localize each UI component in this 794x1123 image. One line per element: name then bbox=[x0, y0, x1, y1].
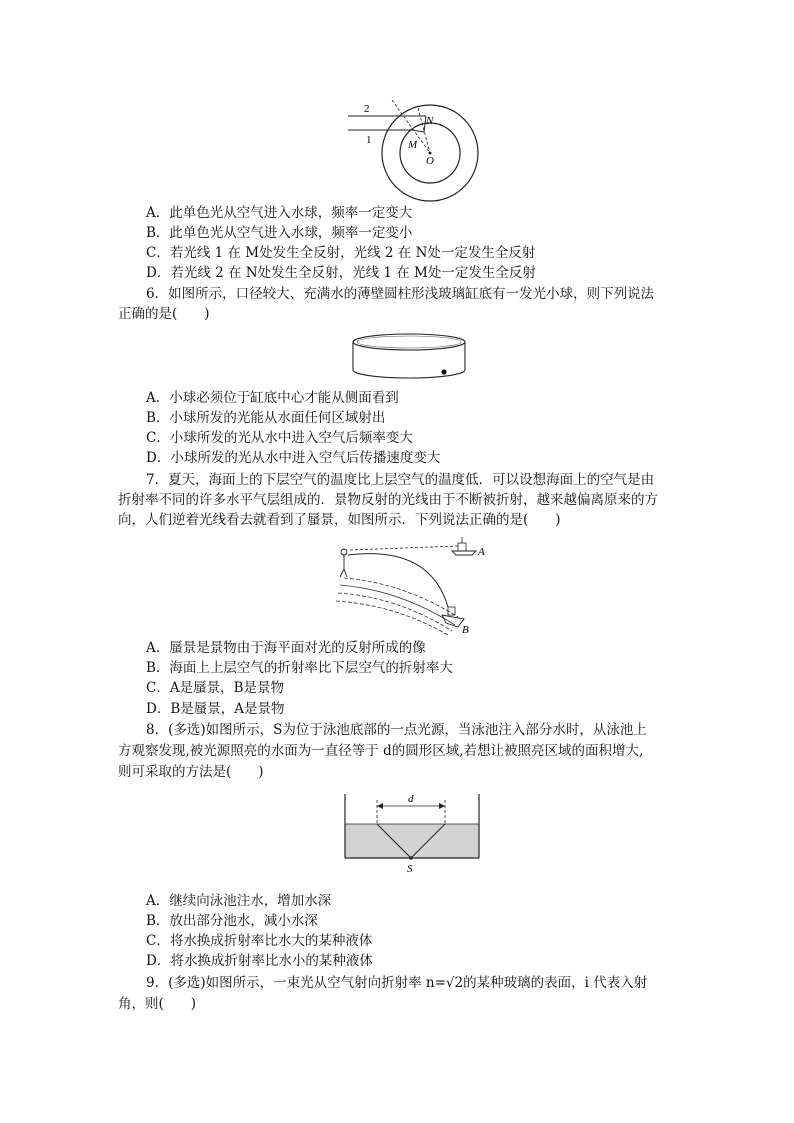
q7-stem-line-3: 向，人们逆着光线看去就看到了蜃景，如图所示．下列说法正确的是( ) bbox=[118, 512, 561, 528]
water-sphere-figure bbox=[340, 98, 480, 202]
q5-option-d: D．若光线 2 在 N处发生全反射，光线 1 在 M处一定发生全反射 bbox=[146, 265, 536, 281]
label-1: 1 bbox=[366, 134, 372, 146]
label-S: S bbox=[407, 863, 413, 875]
label-M: M bbox=[408, 139, 418, 151]
q7-stem-line-2: 折射率不同的许多水平气层组成的．景物反射的光线由于不断被折射，越来越偏离原来的方 bbox=[118, 492, 658, 508]
q8-option-b: B．放出部分池水，减小水深 bbox=[146, 913, 318, 929]
q6-option-b: B．小球所发的光能从水面任何区域射出 bbox=[146, 410, 386, 426]
q6-stem-line-2: 正确的是( ) bbox=[118, 306, 210, 322]
q8-stem-line-1: 8．(多选)如图所示，S为位于泳池底部的一点光源，当泳池注入部分水时，从泳池上 bbox=[146, 722, 647, 738]
q7-option-b: B．海面上上层空气的折射率比下层空气的折射率大 bbox=[146, 660, 453, 676]
q8-option-c: C．将水换成折射率比水大的某种液体 bbox=[146, 933, 373, 949]
q9-stem-line-2: 角，则( ) bbox=[118, 996, 197, 1012]
tank-bottom bbox=[353, 370, 465, 378]
light-ball bbox=[441, 369, 446, 374]
mirage-figure bbox=[330, 535, 490, 635]
q7-option-a: A．蜃景是景物由于海平面对光的反射所成的像 bbox=[146, 640, 426, 656]
q8-stem-line-2: 方观察发现,被光源照亮的水面为一直径等于 d的圆形区域,若想让被照亮区域的面积增大, bbox=[118, 743, 644, 759]
label-A: A bbox=[478, 546, 485, 558]
q5-option-b: B．此单色光从空气进入水球，频率一定变小 bbox=[146, 225, 413, 241]
q7-option-c: C．A是蜃景，B是景物 bbox=[146, 680, 284, 696]
q7-option-d: D．B是蜃景，A是景物 bbox=[146, 701, 285, 717]
q7-stem-line-1: 7．夏天，海面上的下层空气的温度比上层空气的温度低．可以设想海面上的空气是由 bbox=[146, 472, 655, 488]
glass-tank-figure bbox=[350, 332, 468, 382]
water-area bbox=[345, 824, 479, 858]
label-O: O bbox=[426, 155, 434, 167]
q8-stem-line-3: 则可采取的方法是( ) bbox=[118, 764, 264, 780]
q5-option-c: C．若光线 1 在 M处发生全反射，光线 2 在 N处一定发生全反射 bbox=[146, 245, 536, 261]
label-2: 2 bbox=[364, 103, 370, 115]
q5-option-a: A．此单色光从空气进入水球，频率一定变大 bbox=[146, 205, 413, 221]
light-source-dot bbox=[409, 856, 413, 860]
q6-stem-line-1: 6．如图所示，口径较大、充满水的薄壁圆柱形浅玻璃缸底有一发光小球，则下列说法 bbox=[146, 286, 655, 302]
observer-icon bbox=[340, 549, 347, 577]
tank-top bbox=[353, 334, 465, 350]
sight-line bbox=[350, 546, 458, 550]
pool-figure bbox=[340, 792, 485, 877]
label-B: B bbox=[462, 624, 469, 636]
label-N: N bbox=[426, 115, 434, 127]
q8-option-a: A．继续向泳池注水，增加水深 bbox=[146, 893, 332, 909]
q9-stem-line-1: 9．(多选)如图所示，一束光从空气射向折射率 n=√2的某种玻璃的表面，i 代表入射 bbox=[146, 975, 648, 991]
q6-option-c: C．小球所发的光从水中进入空气后频率变大 bbox=[146, 430, 413, 446]
q6-option-d: D．小球所发的光从水中进入空气后传播速度变大 bbox=[146, 450, 441, 466]
q6-option-a: A．小球必须位于缸底中心才能从侧面看到 bbox=[146, 390, 399, 406]
q8-option-d: D．将水换成折射率比水小的某种液体 bbox=[146, 953, 373, 969]
label-d: d bbox=[408, 793, 414, 805]
